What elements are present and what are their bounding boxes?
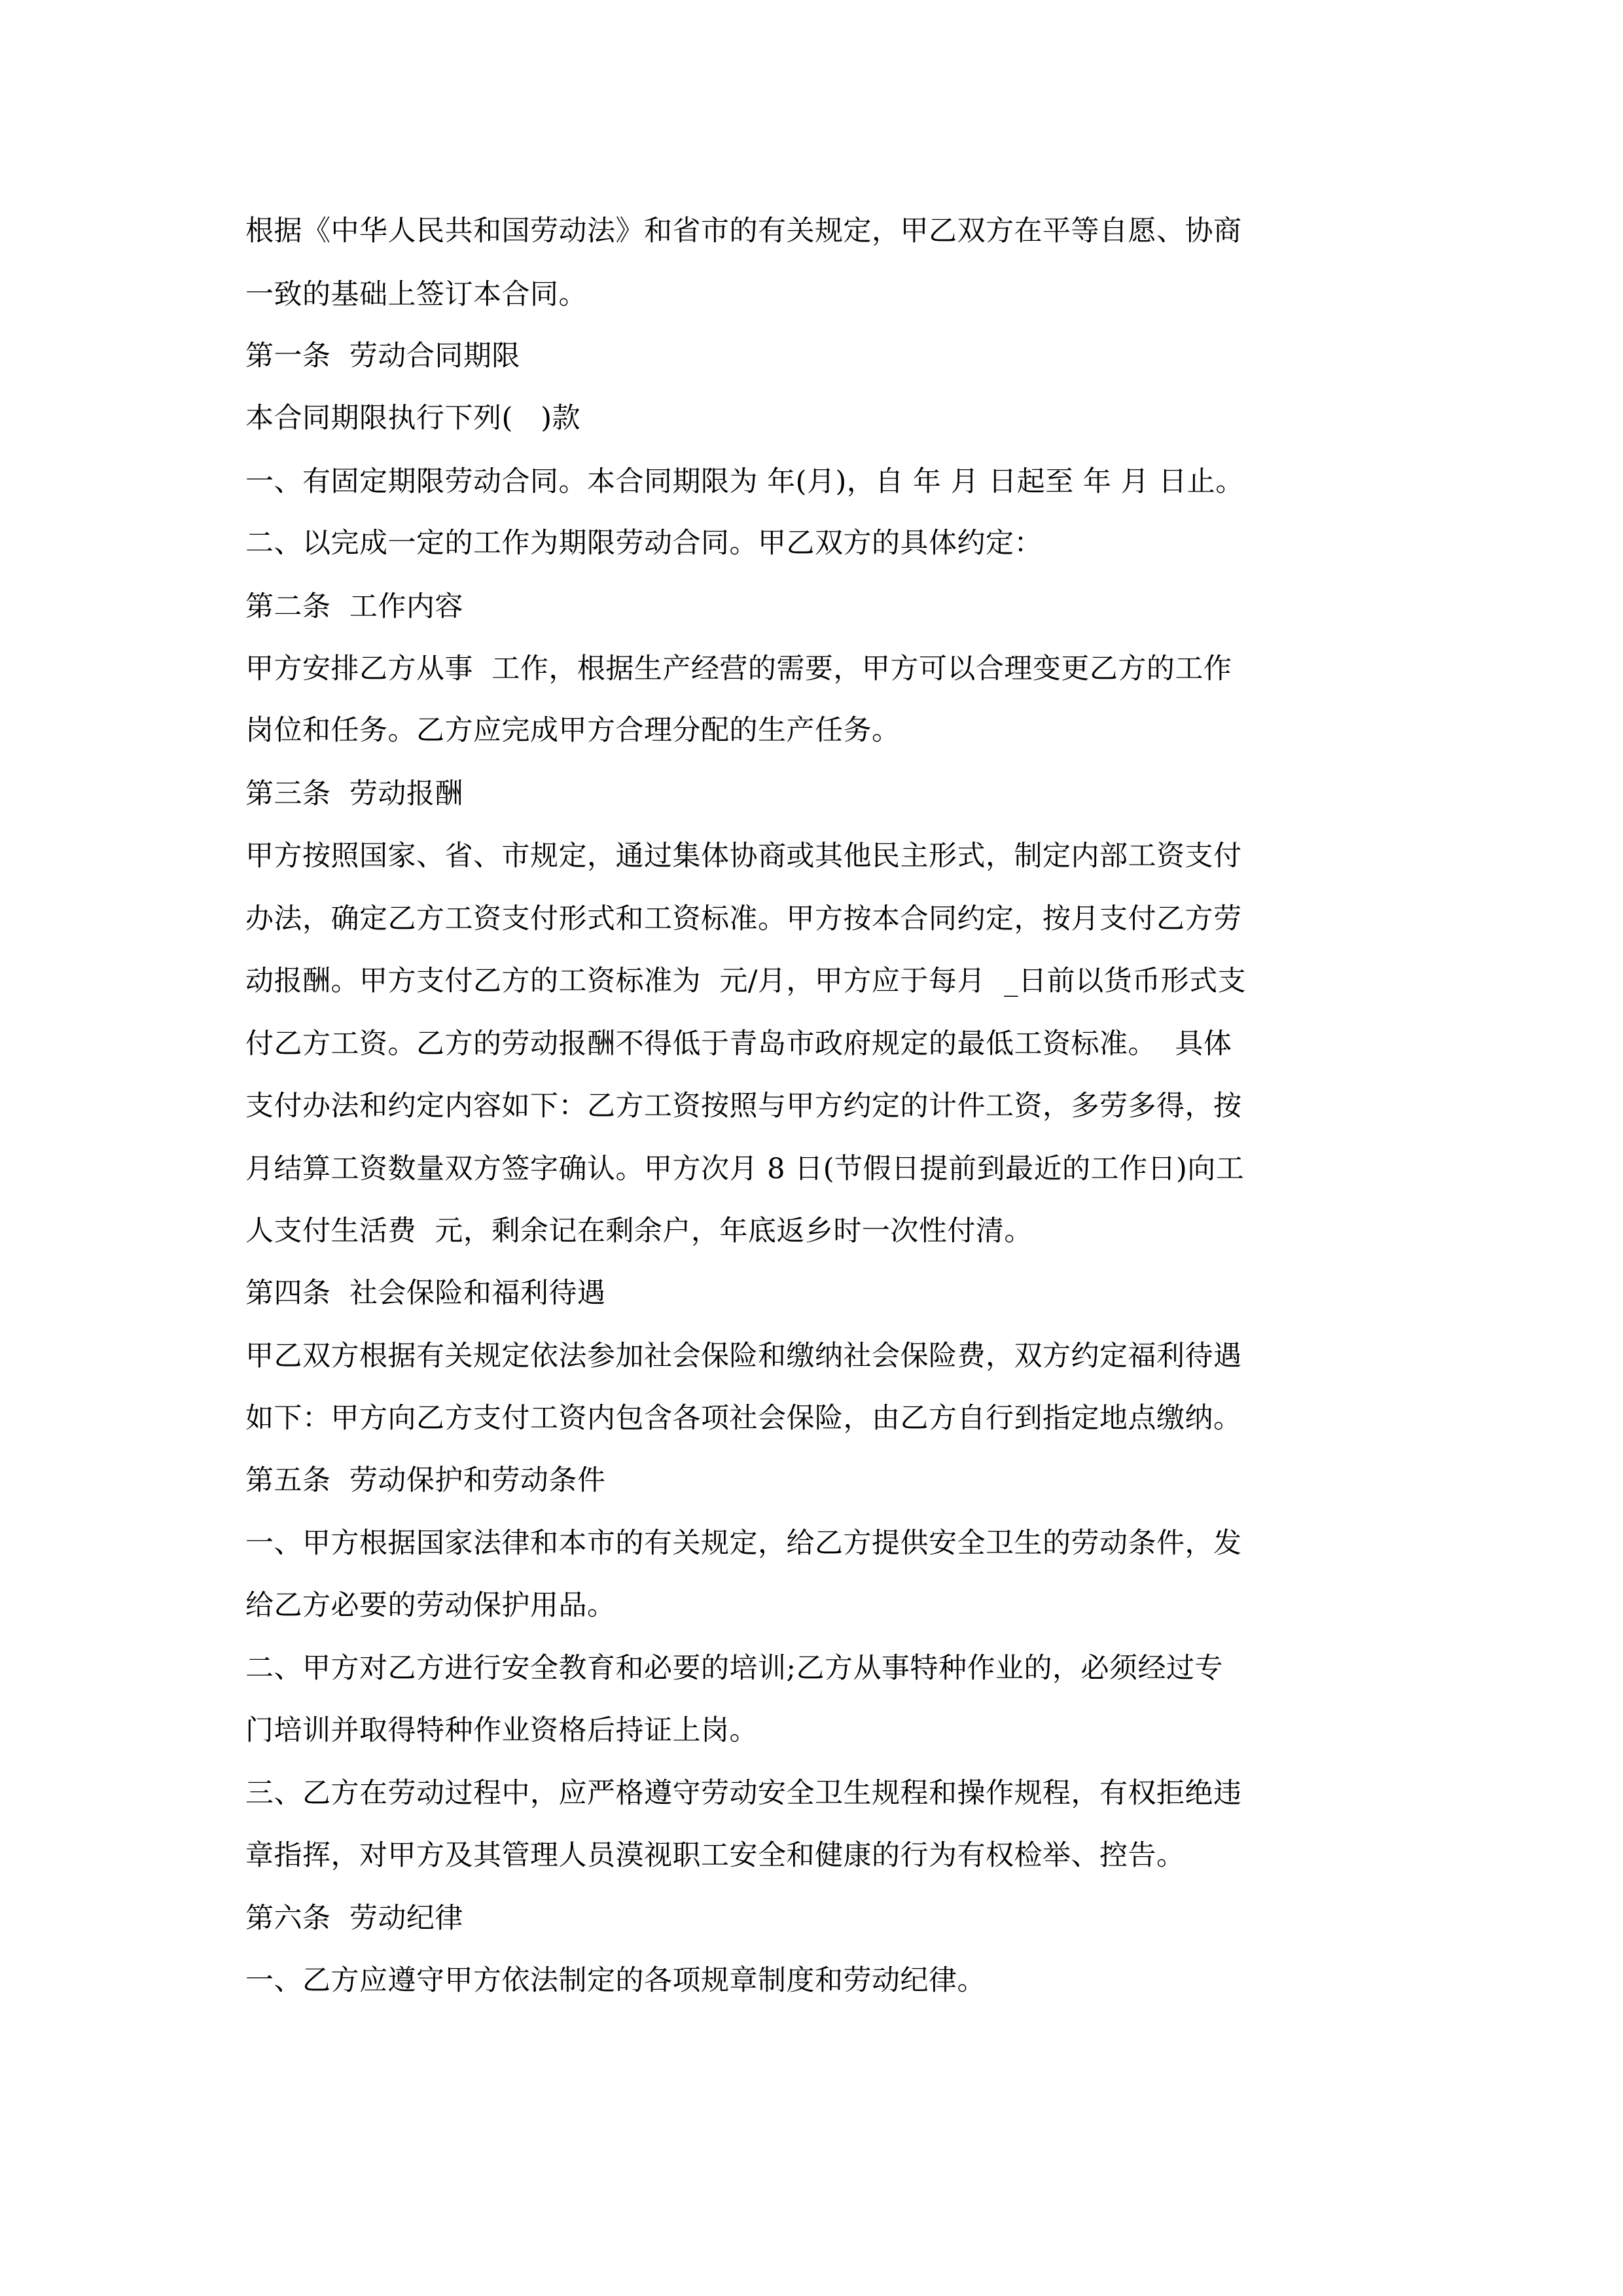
paragraph-line: 月结算工资数量双方签字确认。甲方次月 8 日(节假日提前到最近的工作日)向工 bbox=[245, 1153, 1245, 1185]
paragraph-line: 门培训并取得特种作业资格后持证上岗。 bbox=[245, 1714, 758, 1747]
paragraph-line: 如下：甲方向乙方支付工资内包含各项社会保险，由乙方自行到指定地点缴纳。 bbox=[245, 1402, 1242, 1435]
paragraph-line: 甲方安排乙方从事 工作，根据生产经营的需要，甲方可以合理变更乙方的工作 bbox=[245, 653, 1232, 685]
paragraph-line: 甲方按照国家、省、市规定，通过集体协商或其他民主形式，制定内部工资支付 bbox=[245, 840, 1242, 872]
paragraph-line: 办法，确定乙方工资支付形式和工资标准。甲方按本合同约定，按月支付乙方劳 bbox=[245, 903, 1242, 935]
section-heading: 第三条 劳动报酬 bbox=[245, 778, 463, 810]
paragraph-line: 付乙方工资。乙方的劳动报酬不得低于青岛市政府规定的最低工资标准。 具体 bbox=[245, 1028, 1232, 1060]
paragraph-line: 岗位和任务。乙方应完成甲方合理分配的生产任务。 bbox=[245, 714, 901, 747]
paragraph-line: 二、甲方对乙方进行安全教育和必要的培训;乙方从事特种作业的，必须经过专 bbox=[245, 1652, 1223, 1685]
paragraph-line: 一、甲方根据国家法律和本市的有关规定，给乙方提供安全卫生的劳动条件，发 bbox=[245, 1527, 1242, 1560]
paragraph-line: 根据《中华人民共和国劳动法》和省市的有关规定，甲乙双方在平等自愿、协商 bbox=[245, 215, 1242, 247]
paragraph-line: 一、乙方应遵守甲方依法制定的各项规章制度和劳动纪律。 bbox=[245, 1964, 986, 1997]
paragraph-line: 章指挥，对甲方及其管理人员漠视职工安全和健康的行为有权检举、控告。 bbox=[245, 1839, 1185, 1872]
section-heading: 第五条 劳动保护和劳动条件 bbox=[245, 1464, 606, 1497]
section-heading: 第六条 劳动纪律 bbox=[245, 1902, 463, 1935]
paragraph-line: 支付办法和约定内容如下：乙方工资按照与甲方约定的计件工资，多劳多得，按 bbox=[245, 1090, 1242, 1122]
paragraph-line: 甲乙双方根据有关规定依法参加社会保险和缴纳社会保险费，双方约定福利待遇 bbox=[245, 1340, 1242, 1372]
section-heading: 第二条 工作内容 bbox=[245, 590, 463, 623]
paragraph-line: 二、以完成一定的工作为期限劳动合同。甲乙双方的具体约定： bbox=[245, 527, 1043, 560]
section-heading: 第一条 劳动合同期限 bbox=[245, 340, 520, 372]
section-heading: 第四条 社会保险和福利待遇 bbox=[245, 1277, 606, 1310]
paragraph-line: 三、乙方在劳动过程中，应严格遵守劳动安全卫生规程和操作规程，有权拒绝违 bbox=[245, 1777, 1242, 1810]
paragraph-line: 动报酬。甲方支付乙方的工资标准为 元/月，甲方应于每月 _日前以货币形式支 bbox=[245, 965, 1247, 997]
paragraph-line: 一致的基础上签订本合同。 bbox=[245, 278, 587, 311]
paragraph-line: 人支付生活费 元，剩余记在剩余户，年底返乡时一次性付清。 bbox=[245, 1215, 1033, 1247]
paragraph-line: 一、有固定期限劳动合同。本合同期限为 年(月)，自 年 月 日起至 年 月 日止。 bbox=[245, 465, 1244, 498]
paragraph-line: 本合同期限执行下列( )款 bbox=[245, 402, 581, 435]
paragraph-line: 给乙方必要的劳动保护用品。 bbox=[245, 1589, 616, 1622]
